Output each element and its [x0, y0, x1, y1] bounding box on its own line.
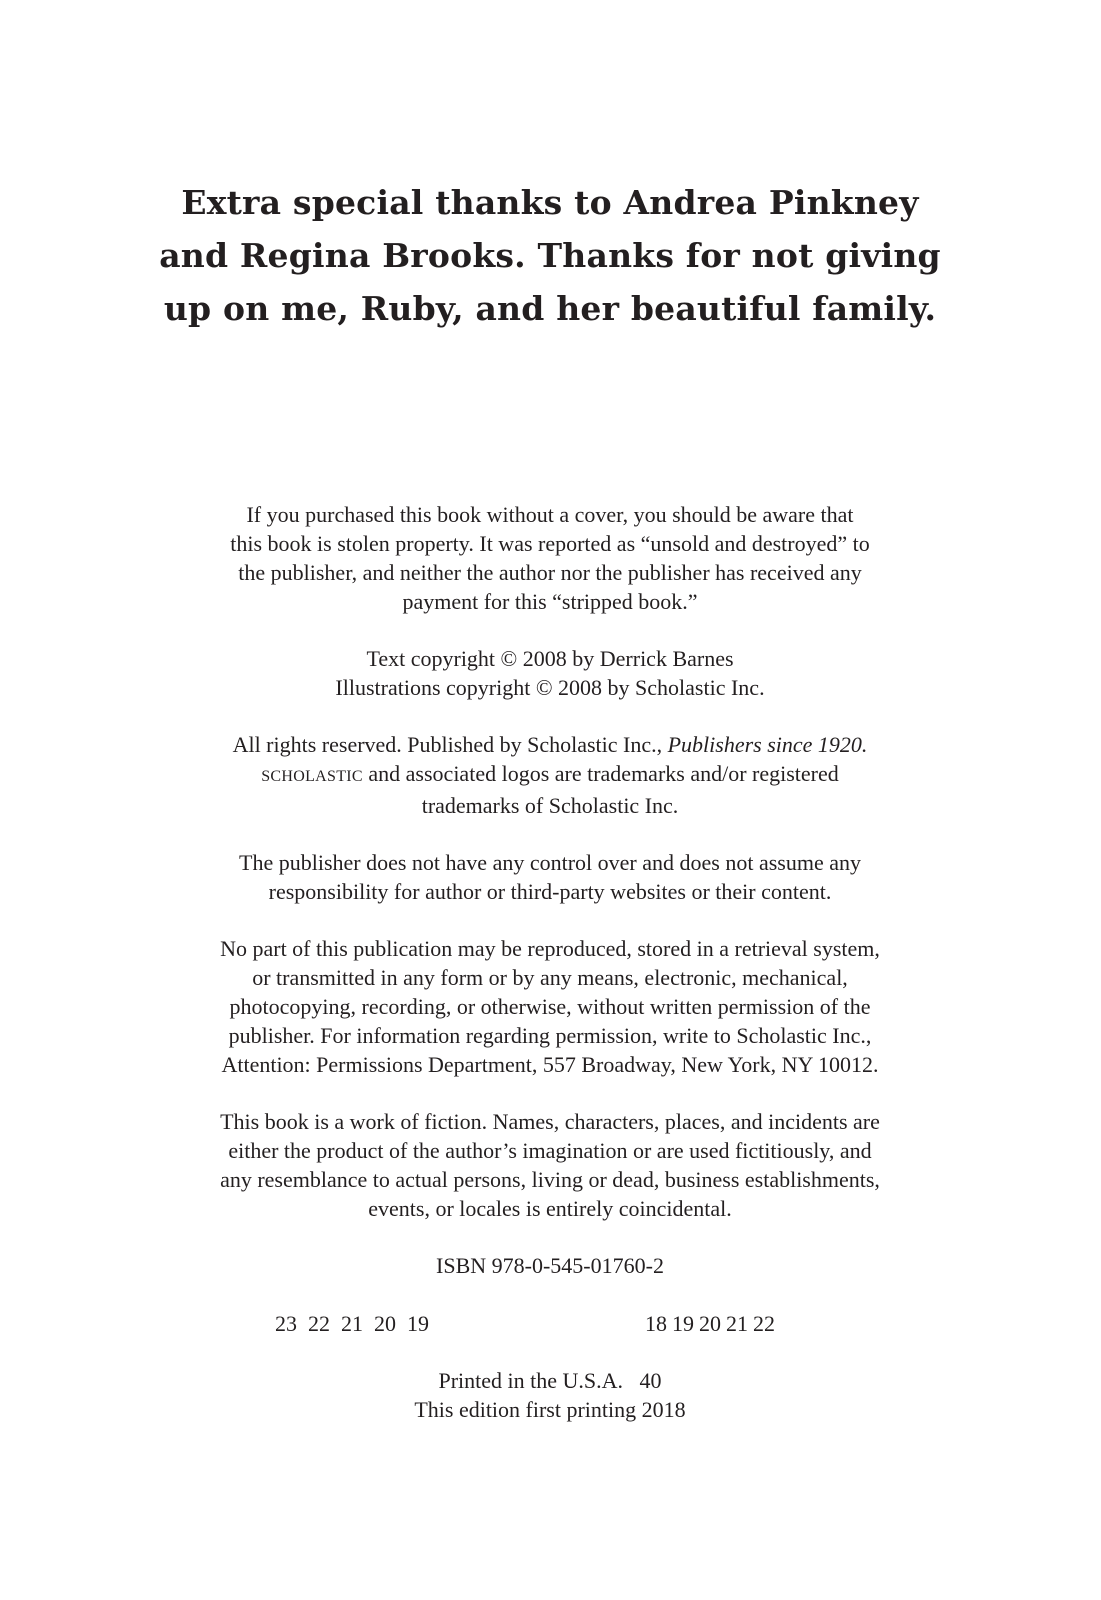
dedication-line: and Regina Brooks. Thanks for not giving: [159, 236, 941, 275]
print-number: 21: [726, 1311, 748, 1336]
scholastic-trademark: SCHOLASTIC: [261, 768, 363, 785]
text-line: events, or locales is entirely coincidental.: [368, 1196, 732, 1221]
rights-notice: [150, 730, 950, 820]
text-line: the publisher, and neither the author nor the publisher has received any: [238, 560, 862, 585]
text-line: [150, 730, 950, 759]
text-line: The publisher does not have any control over and does not assume any: [239, 850, 861, 875]
websites-notice: [150, 848, 950, 906]
text-line: payment for this “stripped book.”: [402, 589, 698, 614]
printed-in: Printed in the U.S.A. 40: [438, 1368, 662, 1393]
dedication-line: up on me, Ruby, and her beautiful family.: [163, 289, 937, 328]
fiction-notice: [150, 1107, 950, 1223]
text-line: this book is stolen property. It was reported as “unsold and destroyed” to: [230, 531, 870, 556]
publishers-since: Publishers since 1920.: [667, 732, 868, 757]
rights-text: All rights reserved. Published by Scholastic Inc.,: [232, 732, 668, 757]
permissions-notice: [150, 934, 950, 1079]
text-line: photocopying, recording, or otherwise, without written permission of the: [229, 994, 871, 1019]
print-number: 21: [341, 1311, 363, 1336]
text-copyright: Text copyright © 2008 by Derrick Barnes: [366, 646, 734, 671]
text-line: trademarks of Scholastic Inc.: [421, 793, 679, 818]
print-number: 18: [645, 1311, 667, 1336]
print-line-right: [550, 1309, 850, 1338]
print-number: 19: [407, 1311, 429, 1336]
dedication: [150, 176, 950, 335]
legal-block: [150, 500, 950, 1452]
printing-info: [150, 1366, 950, 1424]
print-number: 23: [275, 1311, 297, 1336]
dedication-line: Extra special thanks to Andrea Pinkney: [181, 183, 919, 222]
print-number: 20: [699, 1311, 721, 1336]
text-line: publisher. For information regarding permission, write to Scholastic Inc.,: [228, 1023, 872, 1048]
text-line: No part of this publication may be reproduced, stored in a retrieval system,: [220, 936, 880, 961]
text-line: If you purchased this book without a cover, you should be aware that: [246, 502, 854, 527]
copyright-notice: [150, 644, 950, 702]
print-number: 20: [374, 1311, 396, 1336]
text-line: Attention: Permissions Department, 557 Broadway, New York, NY 10012.: [221, 1052, 879, 1077]
rights-text: and associated logos are trademarks and/or registered: [362, 761, 839, 786]
text-line: This book is a work of fiction. Names, characters, places, and incidents are: [220, 1109, 880, 1134]
text-line: any resemblance to actual persons, living or dead, business establishments,: [220, 1167, 880, 1192]
text-line: responsibility for author or third-party websites or their content.: [268, 879, 832, 904]
text-line: [150, 759, 950, 791]
print-number: 19: [672, 1311, 694, 1336]
text-line: or transmitted in any form or by any means, electronic, mechanical,: [252, 965, 848, 990]
illustrations-copyright: Illustrations copyright © 2008 by Scholastic Inc.: [335, 675, 765, 700]
print-line-left: [250, 1309, 550, 1338]
print-number: 22: [753, 1311, 775, 1336]
isbn: ISBN 978-0-545-01760-2: [436, 1253, 664, 1278]
print-number: 22: [308, 1311, 330, 1336]
print-line: [150, 1309, 950, 1338]
edition-printing: This edition first printing 2018: [414, 1397, 686, 1422]
stripped-book-notice: [150, 500, 950, 616]
text-line: either the product of the author’s imagination or are used fictitiously, and: [228, 1138, 872, 1163]
